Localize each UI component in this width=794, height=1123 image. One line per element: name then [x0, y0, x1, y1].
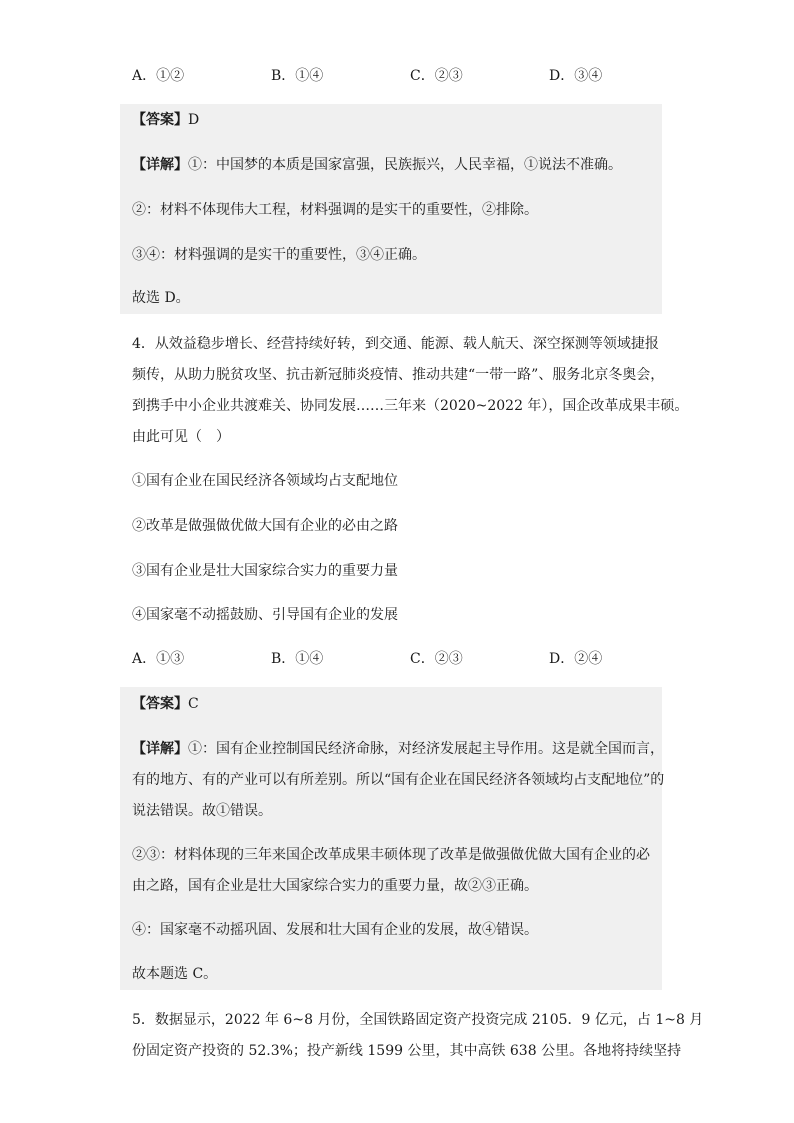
q3-detail-line-2: ②：材料不体现伟大工程，材料强调的是实干的重要性，②排除。 — [132, 202, 538, 218]
q3-answer-line — [132, 110, 199, 130]
q4-stem-line-3: 到携手中小企业共渡难关、协同发展……三年来（2020~2022 年），国企改革成果丰硕。 — [132, 398, 689, 414]
q4-option-c[interactable]: C．②③ — [410, 651, 463, 667]
q3-detail-text-1: ①：中国梦的本质是国家富强，民族振兴，人民幸福，①说法不准确。 — [188, 157, 622, 173]
q3-answer-label: 【答案】 — [132, 112, 188, 128]
q4-answer-box — [120, 687, 665, 990]
q4-answer-line — [132, 694, 199, 714]
q4-detail-line-1 — [132, 739, 664, 759]
q3-detail-label: 【详解】 — [132, 157, 188, 173]
q5-stem-line-1: 5．数据显示，2022 年 6~8 月份，全国铁路固定资产投资完成 2105．9 亿元，占 1~8 月 — [132, 1012, 704, 1028]
q4-statement-3: ③国有企业是壮大国家综合实力的重要力量 — [132, 563, 398, 579]
q4-option-b[interactable]: B．①④ — [271, 651, 324, 667]
q4-answer-value: C — [188, 696, 199, 712]
q3-options — [132, 66, 662, 86]
q4-answer-label: 【答案】 — [132, 696, 188, 712]
q4-option-d[interactable]: D．②④ — [549, 651, 603, 667]
q3-answer-box — [120, 104, 662, 314]
q4-detail-line-3: 说法错误。故①错误。 — [132, 803, 272, 819]
q4-detail-line-6: ④：国家毫不动摇巩固、发展和壮大国有企业的发展，故④错误。 — [132, 922, 538, 938]
q3-option-c[interactable]: C．②③ — [410, 68, 463, 84]
q4-detail-line-7: 故本题选 C。 — [132, 966, 218, 982]
q4-statement-2: ②改革是做强做优做大国有企业的必由之路 — [132, 518, 398, 534]
q4-statement-1: ①国有企业在国民经济各领域均占支配地位 — [132, 473, 398, 489]
q4-options — [132, 649, 662, 669]
q3-option-a[interactable]: A．①② — [132, 68, 185, 84]
q4-statement-4: ④国家毫不动摇鼓励、引导国有企业的发展 — [132, 607, 398, 623]
q4-detail-label: 【详解】 — [132, 741, 188, 757]
q3-option-b[interactable]: B．①④ — [271, 68, 324, 84]
q3-answer-value: D — [188, 112, 200, 128]
q3-option-d[interactable]: D．③④ — [549, 68, 603, 84]
q3-detail-line-1 — [132, 155, 622, 175]
q4-detail-line-5: 由之路，国有企业是壮大国家综合实力的重要力量，故②③正确。 — [132, 878, 538, 894]
q4-option-a[interactable]: A．①③ — [132, 651, 185, 667]
q4-detail-text-1: ①：国有企业控制国民经济命脉，对经济发展起主导作用。这是就全国而言， — [188, 741, 664, 757]
q5-stem-line-2: 份固定资产投资的 52.3%；投产新线 1599 公里，其中高铁 638 公里。各地将持续坚持 — [132, 1043, 682, 1059]
q4-stem-line-4: 由此可见（ ） — [132, 429, 230, 445]
q4-detail-line-2: 有的地方、有的产业可以有所差别。所以“国有企业在国民经济各领域均占支配地位”的 — [132, 772, 665, 788]
q4-stem-line-2: 频传，从助力脱贫攻坚、抗击新冠肺炎疫情、推动共建“一带一路”、服务北京冬奥会， — [132, 367, 665, 383]
q3-detail-line-4: 故选 D。 — [132, 290, 190, 306]
q4-detail-line-4: ②③：材料体现的三年来国企改革成果丰硕体现了改革是做强做优做大国有企业的必 — [132, 847, 650, 863]
q4-stem-line-1: 4．从效益稳步增长、经营持续好转，到交通、能源、载人航天、深空探测等领域捷报 — [132, 336, 659, 352]
q3-detail-line-3: ③④：材料强调的是实干的重要性，③④正确。 — [132, 247, 426, 263]
